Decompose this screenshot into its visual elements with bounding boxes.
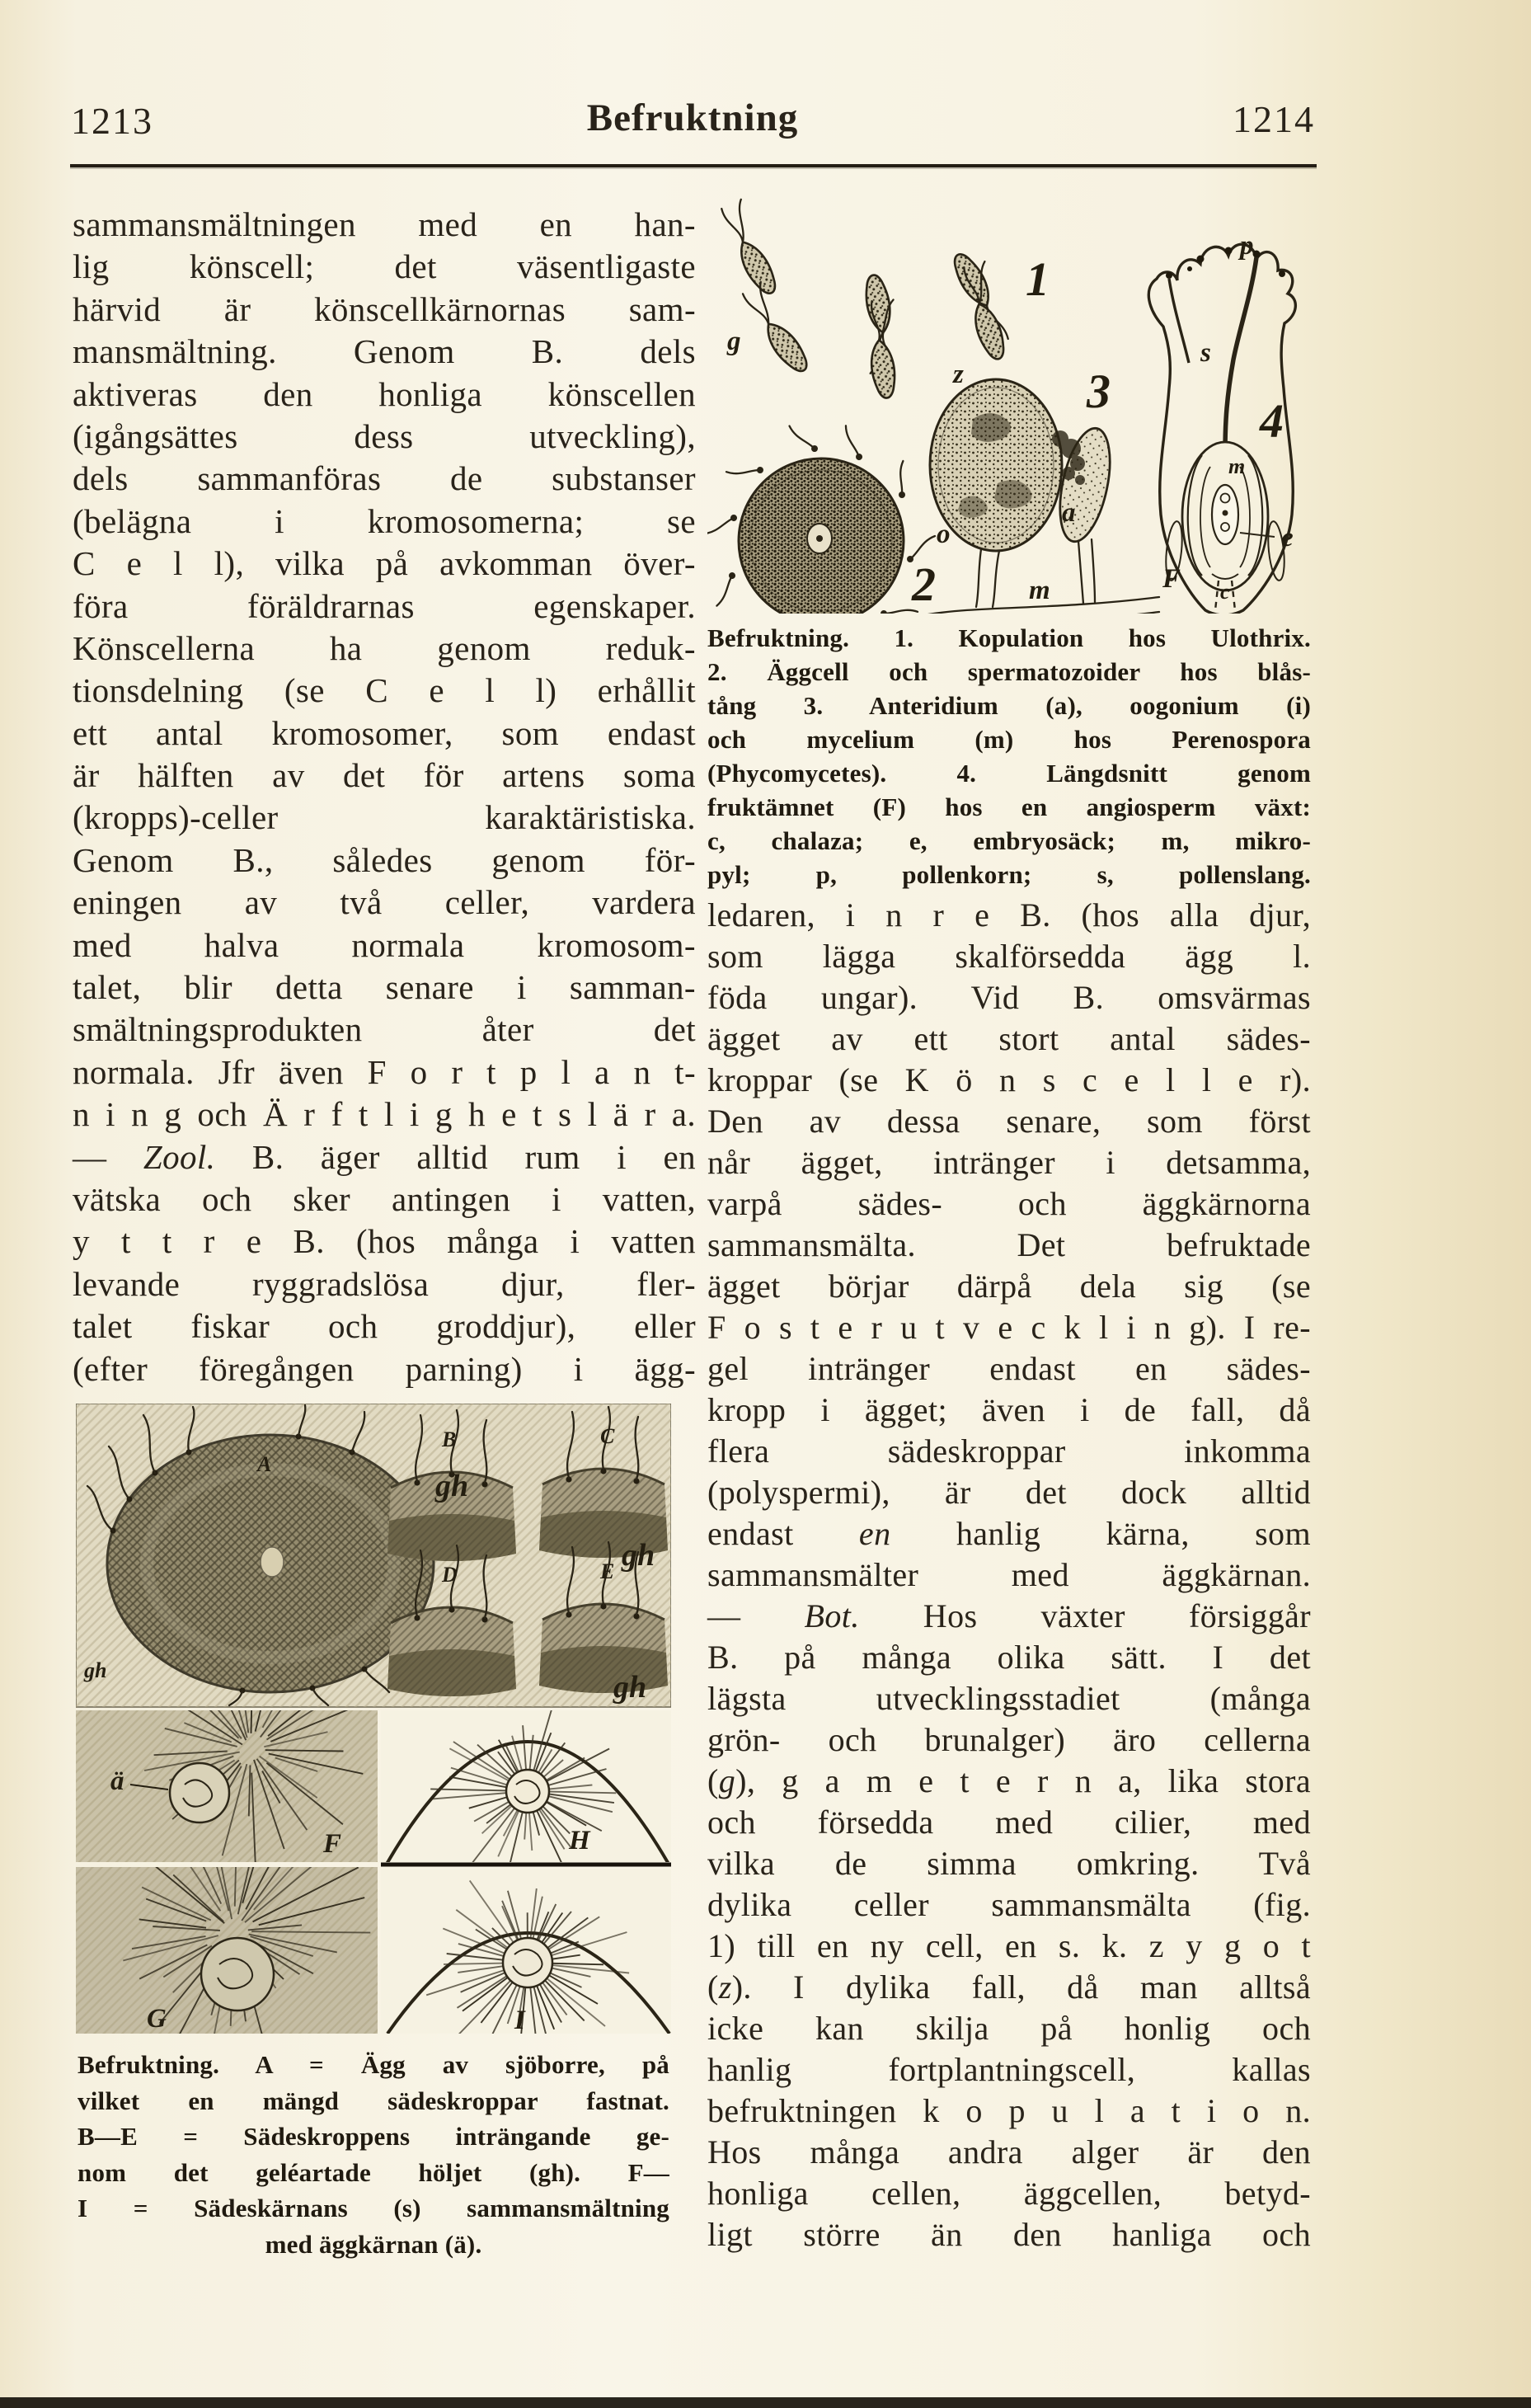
- figure-label: D: [442, 1563, 458, 1587]
- text-line: lägsta utvecklingsstadiet (många: [707, 1680, 1311, 1717]
- figure-label: p: [1240, 231, 1254, 261]
- page-number-right: 1214: [1233, 98, 1315, 140]
- text-line: ägget börjar därpå dela sig (se: [707, 1267, 1311, 1305]
- text-line: och försedda med cilier, med: [707, 1804, 1311, 1841]
- text-line: härvid är könscellkärnornas sam-: [73, 289, 696, 328]
- text-line: (belägna i kromosomerna; se: [73, 501, 696, 540]
- panel-I-fused-nucleus: [381, 1869, 671, 2034]
- figure-label: E: [600, 1559, 615, 1583]
- figure-label: 2: [912, 557, 936, 611]
- figure-label: F: [1162, 564, 1181, 594]
- figure-label: g: [727, 327, 741, 356]
- text-line: når ägget, intränger i detsamma,: [707, 1144, 1311, 1181]
- text-line: I = Sädeskärnans (s) sammansmältning: [77, 2194, 669, 2222]
- figure-caption-bottom-left: [77, 2047, 669, 2262]
- text-line: icke kan skilja på honlig och: [707, 2010, 1311, 2047]
- text-line: sammansmälter med äggkärnan.: [707, 1556, 1311, 1593]
- text-line: 1) till en ny cell, en s. k. z y g o t: [707, 1927, 1311, 1964]
- right-text-column: [707, 895, 1311, 2255]
- sea-urchin-fertilization-figure: [76, 1404, 671, 2034]
- text-line: Befruktning. A = Ägg av sjöborre, på: [77, 2050, 669, 2079]
- figure-label: 1: [1026, 252, 1050, 306]
- figure-label: gh: [84, 1658, 107, 1682]
- figure-label: m: [1029, 576, 1050, 605]
- page-title: Befruktning: [586, 96, 799, 139]
- text-line: gel intränger endast en sädes-: [707, 1350, 1311, 1387]
- figure-label: c: [1220, 580, 1230, 604]
- text-line: ägget av ett stort antal sädes-: [707, 1020, 1311, 1057]
- text-line: eningen av två celler, vardera: [73, 883, 696, 922]
- text-line: tionsdelning (se C e l l) erhållit: [73, 671, 696, 710]
- figure-label: F: [323, 1829, 342, 1859]
- text-line: (Phycomycetes). 4. Längdsnitt genom: [707, 759, 1311, 788]
- botany-fertilization-figure: [707, 186, 1311, 614]
- text-line: befruktningen k o p u l a t i o n.: [707, 2092, 1311, 2129]
- text-line: lig könscell; det väsentligaste: [73, 247, 696, 286]
- text-line: föda ungar). Vid B. omsvärmas: [707, 979, 1311, 1016]
- header-rule: [70, 164, 1317, 167]
- text-line: ett antal kromosomer, som endast: [73, 713, 696, 752]
- text-line: varpå sädes- och äggkärnorna: [707, 1185, 1311, 1222]
- text-line: och mycelium (m) hos Perenospora: [707, 725, 1311, 754]
- text-line: Könscellerna ha genom reduk-: [73, 628, 696, 667]
- text-line: — Zool. B. äger alltid rum i en: [73, 1137, 696, 1176]
- fused-nucleus: [503, 1938, 552, 1987]
- figure-label: o: [937, 520, 951, 549]
- figure-label: G: [147, 2004, 167, 2034]
- text-line: c, chalaza; e, embryosäck; m, mikro-: [707, 826, 1311, 855]
- text-line: ledaren, i n r e B. (hos alla djur,: [707, 896, 1311, 934]
- fusing-nucleus: [201, 1938, 274, 2011]
- figure-label: I: [514, 2006, 525, 2034]
- text-line: — Bot. Hos växter försiggår: [707, 1597, 1311, 1634]
- text-line: normala. Jfr även F o r t p l a n t-: [73, 1052, 696, 1091]
- figure-label: ä: [110, 1766, 124, 1796]
- text-line: med äggkärnan (ä).: [265, 2229, 482, 2259]
- pollen-tube: [1225, 257, 1256, 452]
- text-line: kropp i ägget; även i de fall, då: [707, 1391, 1311, 1428]
- figure-label: e: [1281, 523, 1294, 553]
- text-line: endast en hanlig kärna, som: [707, 1515, 1311, 1552]
- left-text-column: [73, 204, 696, 1390]
- text-line: sammansmälta. Det befruktade: [707, 1226, 1311, 1263]
- figure-label: gh: [613, 1670, 647, 1705]
- text-line: honliga cellen, äggcellen, betyd-: [707, 2175, 1311, 2212]
- text-line: Hos många andra alger är den: [707, 2133, 1311, 2170]
- text-line: vätska och sker antingen i vatten,: [73, 1179, 696, 1218]
- text-line: levande ryggradslösa djur, fler-: [73, 1264, 696, 1303]
- egg-nucleus: [170, 1763, 229, 1822]
- text-line: B. på många olika sätt. I det: [707, 1639, 1311, 1676]
- figure-label: C: [600, 1424, 615, 1448]
- figure-label: m: [1228, 454, 1246, 478]
- text-line: tång 3. Anteridium (a), oogonium (i): [707, 691, 1311, 720]
- text-line: n i n g och Ä r f t l i g h e t s l ä r a.: [73, 1095, 696, 1134]
- text-line: kroppar (se K ö n s c e l l e r).: [707, 1061, 1311, 1098]
- text-line: hanlig fortplantningscell, kallas: [707, 2051, 1311, 2088]
- figure-label: A: [257, 1452, 272, 1476]
- text-line: Den av dessa senare, som först: [707, 1103, 1311, 1140]
- text-line: y t t r e B. (hos många i vatten: [73, 1222, 696, 1261]
- text-line: (polyspermi), är det dock alltid: [707, 1474, 1311, 1511]
- figure-label: gh: [622, 1538, 655, 1573]
- text-line: F o s t e r u t v e c k l i n g). I re-: [707, 1309, 1311, 1346]
- text-line: vilka de simma omkring. Två: [707, 1845, 1311, 1882]
- text-line: (efter föregången parning) i ägg-: [73, 1349, 696, 1388]
- page-bottom-edge-shadow: [0, 2397, 1531, 2408]
- panel-egg-and-jelly: [76, 1404, 671, 1707]
- fig2-eggcell-spermatozoids: [707, 424, 935, 614]
- text-line: Befruktning. 1. Kopulation hos Ulothrix.: [707, 623, 1311, 652]
- figure-caption-top-right: [707, 621, 1311, 891]
- text-line: (igångsättes dess utveckling),: [73, 416, 696, 455]
- figure-label: gh: [435, 1469, 469, 1503]
- text-line: Genom B., således genom för-: [73, 840, 696, 879]
- figure-label: 4: [1260, 394, 1284, 448]
- text-line: pyl; p, pollenkorn; s, pollenslang.: [707, 860, 1311, 889]
- text-line: smältningsprodukten åter det: [73, 1010, 696, 1049]
- figure-label: B: [442, 1427, 457, 1451]
- text-line: är hälften av det för artens soma: [73, 756, 696, 795]
- text-line: fruktämnet (F) hos en angiosperm växt:: [707, 792, 1311, 821]
- text-line: flera sädeskroppar inkomma: [707, 1432, 1311, 1470]
- figure-label: s: [1200, 338, 1211, 368]
- text-line: ligt större än den hanliga och: [707, 2216, 1311, 2253]
- text-line: (kropps)-celler karaktäristiska.: [73, 798, 696, 837]
- page-number-left: 1213: [71, 100, 153, 142]
- text-line: talet, blir detta senare i samman-: [73, 968, 696, 1007]
- figure-label: 3: [1087, 364, 1111, 418]
- figure-label: H: [569, 1826, 590, 1855]
- sperm-nucleus: [506, 1770, 549, 1813]
- text-line: C e l l), vilka på avkomman över-: [73, 544, 696, 583]
- text-line: som lägga skalförsedda ägg l.: [707, 938, 1311, 975]
- text-line: vilket en mängd sädeskroppar fastnat.: [77, 2086, 669, 2115]
- text-line: mansmältning. Genom B. dels: [73, 332, 696, 371]
- figure-label: z: [953, 360, 964, 389]
- text-line: aktiveras den honliga könscellen: [73, 374, 696, 413]
- text-line: dels sammanföras de substanser: [73, 459, 696, 498]
- text-line: 2. Äggcell och spermatozoider hos blås-: [707, 657, 1311, 686]
- text-line: grön- och brunalger) äro cellerna: [707, 1721, 1311, 1758]
- panel-H-sperm-aster: [381, 1703, 671, 1881]
- text-line: nom det geléartade höljet (gh). F—: [77, 2157, 669, 2187]
- text-line: (z). I dylika fall, då man alltså: [707, 1968, 1311, 2006]
- text-line: med halva normala kromosom-: [73, 925, 696, 964]
- figure-label: a: [1062, 498, 1076, 528]
- text-line: talet fiskar och groddjur), eller: [73, 1307, 696, 1346]
- text-line: föra föräldrarnas egenskaper.: [73, 586, 696, 625]
- text-line: B—E = Sädeskroppens inträngande ge-: [77, 2122, 669, 2151]
- text-line: (g), g a m e t e r n a, lika stora: [707, 1762, 1311, 1799]
- text-line: sammansmältningen med en han-: [73, 205, 696, 243]
- text-line: dylika celler sammansmälta (fig.: [707, 1886, 1311, 1923]
